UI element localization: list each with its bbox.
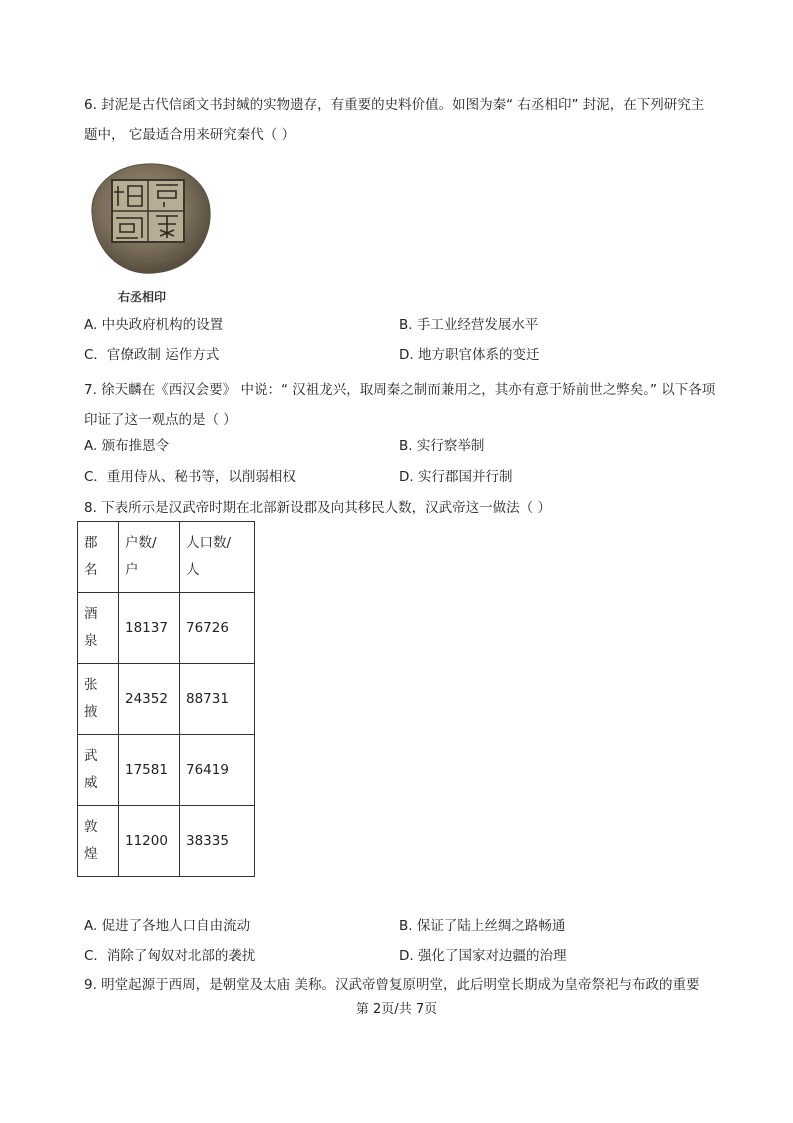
q8-option-d[interactable]: D. 强化了国家对边疆的治理 (399, 948, 567, 964)
q7-option-a[interactable]: A. 颁布推恩令 (84, 438, 170, 454)
cell-name: 张 掖 (78, 664, 119, 735)
q6-option-c[interactable]: C．官僚政制 运作方式 (84, 347, 220, 363)
q7-stem-line2: 印证了这一观点的是（ ） (84, 412, 237, 428)
seal-caption: 右丞相印 (118, 290, 167, 304)
q6-option-d[interactable]: D. 地方职官体系的变迁 (399, 347, 540, 363)
q7-option-c[interactable]: C．重用侍从、秘书等，以削弱相权 (84, 469, 296, 485)
cell-households: 18137 (119, 593, 180, 664)
cell-name: 酒 泉 (78, 593, 119, 664)
q6-option-a[interactable]: A. 中央政府机构的设置 (84, 317, 224, 333)
q6-stem-line2: 题中， 它最适合用来研究秦代（ ） (84, 127, 296, 143)
cell-population: 88731 (180, 664, 255, 735)
cell-population: 76726 (180, 593, 255, 664)
cell-population: 38335 (180, 806, 255, 877)
cell-name: 武 威 (78, 735, 119, 806)
q8-stem-line1: 8. 下表所示是汉武帝时期在北部新设郡及向其移民人数，汉武帝这一做法（ ） (84, 500, 551, 516)
q9-stem-line1: 9. 明堂起源于西周，是朝堂及太庙 美称。汉武帝曾复原明堂，此后明堂长期成为皇帝祭祀与布政的重要 (84, 977, 700, 993)
header-cell-commandery: 郡 名 (78, 522, 119, 593)
q8-option-c[interactable]: C．消除了匈奴对北部的袭扰 (84, 948, 256, 964)
q6-option-b[interactable]: B. 手工业经营发展水平 (399, 317, 539, 333)
q7-option-d[interactable]: D. 实行郡国并行制 (399, 469, 513, 485)
migration-table (77, 521, 255, 877)
cell-households: 11200 (119, 806, 180, 877)
table-row (78, 593, 255, 664)
page-number: 第 2页/共 7页 (355, 1002, 438, 1017)
header-cell-households: 户数/ 户 (119, 522, 180, 593)
clay-seal-illustration (84, 158, 214, 278)
cell-households: 24352 (119, 664, 180, 735)
q8-option-a[interactable]: A. 促进了各地人口自由流动 (84, 918, 251, 934)
table-row (78, 806, 255, 877)
header-cell-population: 人口数/ 人 (180, 522, 255, 593)
table-header-row (78, 522, 255, 593)
cell-households: 17581 (119, 735, 180, 806)
cell-name: 敦 煌 (78, 806, 119, 877)
table-row (78, 664, 255, 735)
seal-image (84, 158, 214, 278)
q6-stem-line1: 6. 封泥是古代信函文书封缄的实物遗存，有重要的史料价值。如图为秦“ 右丞相印” 封泥，在下列研究主 (84, 97, 705, 113)
cell-population: 76419 (180, 735, 255, 806)
q7-stem-line1: 7. 徐天麟在《西汉会要》 中说：“ 汉祖龙兴，取周秦之制而兼用之，其亦有意于矫前世之弊矣。” 以下各项 (84, 382, 716, 398)
table-row (78, 735, 255, 806)
q7-option-b[interactable]: B. 实行察举制 (399, 438, 485, 454)
q8-option-b[interactable]: B. 保证了陆上丝绸之路畅通 (399, 918, 566, 934)
